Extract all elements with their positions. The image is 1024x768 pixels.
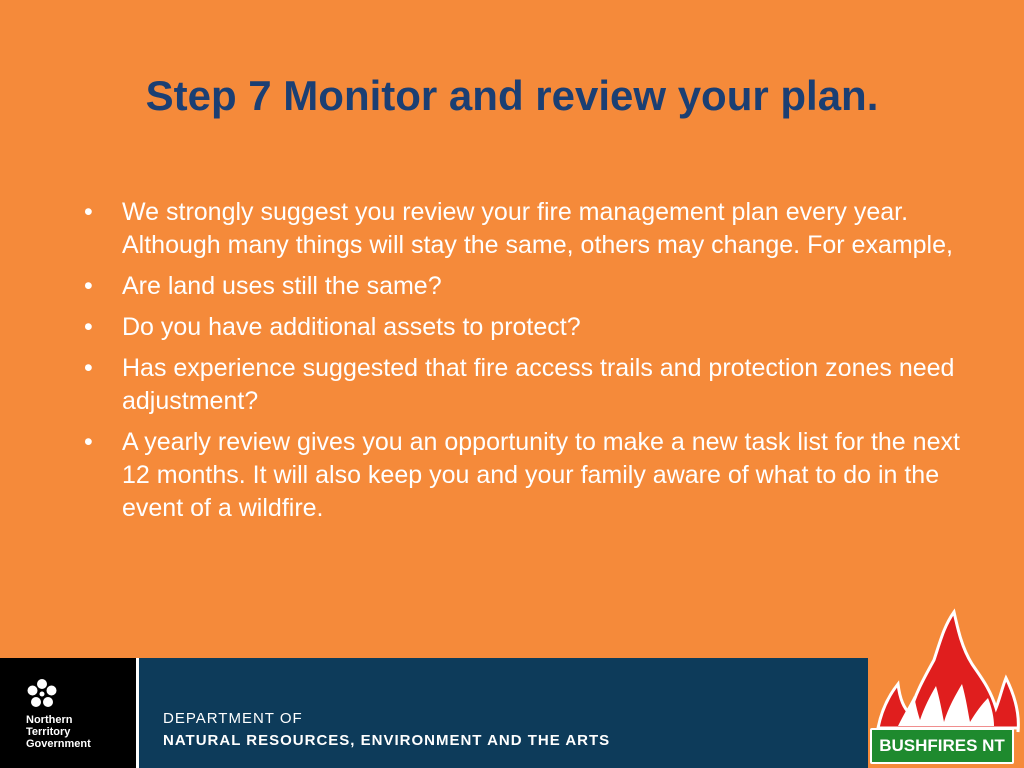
ntg-line: Territory: [26, 726, 71, 738]
bullet-text: Are land uses still the same?: [122, 272, 442, 300]
list-item: [84, 270, 984, 303]
bullet-text: We strongly suggest you review your fire management plan every year. Although many things will stay the same, others may change. For example,: [122, 198, 953, 259]
list-item: [84, 426, 984, 525]
bullet-dot: •: [84, 428, 93, 456]
footer-bar: [0, 658, 868, 768]
bullet-dot: •: [84, 198, 93, 226]
bushfires-nt-badge: BUSHFIRES NT: [870, 728, 1014, 764]
department-label: DEPARTMENT OF: [163, 710, 303, 727]
slide-title: Step 7 Monitor and review your plan.: [145, 72, 879, 119]
ntg-logo-panel: [0, 658, 136, 768]
ntg-line: Government: [26, 738, 91, 750]
bullet-dot: •: [84, 313, 93, 341]
flower-emblem-icon: [24, 676, 60, 712]
list-item: [84, 352, 984, 418]
ntg-wordmark: [26, 714, 91, 750]
bullet-dot: •: [84, 354, 93, 382]
list-item: [84, 311, 984, 344]
bullet-text: Do you have additional assets to protect?: [122, 313, 581, 341]
department-name: NATURAL RESOURCES, ENVIRONMENT AND THE ARTS: [163, 732, 611, 749]
bullet-text: A yearly review gives you an opportunity to make a new task list for the next 12 months. It will also keep you and your family aware of what to do in the event of a wildfire.: [122, 428, 960, 522]
ntg-line: Northern: [26, 714, 73, 726]
department-panel: [139, 658, 868, 768]
list-item: [84, 196, 984, 262]
bullet-list: [84, 196, 984, 533]
bullet-text: Has experience suggested that fire access trails and protection zones need adjustment?: [122, 354, 955, 415]
bullet-dot: •: [84, 272, 93, 300]
